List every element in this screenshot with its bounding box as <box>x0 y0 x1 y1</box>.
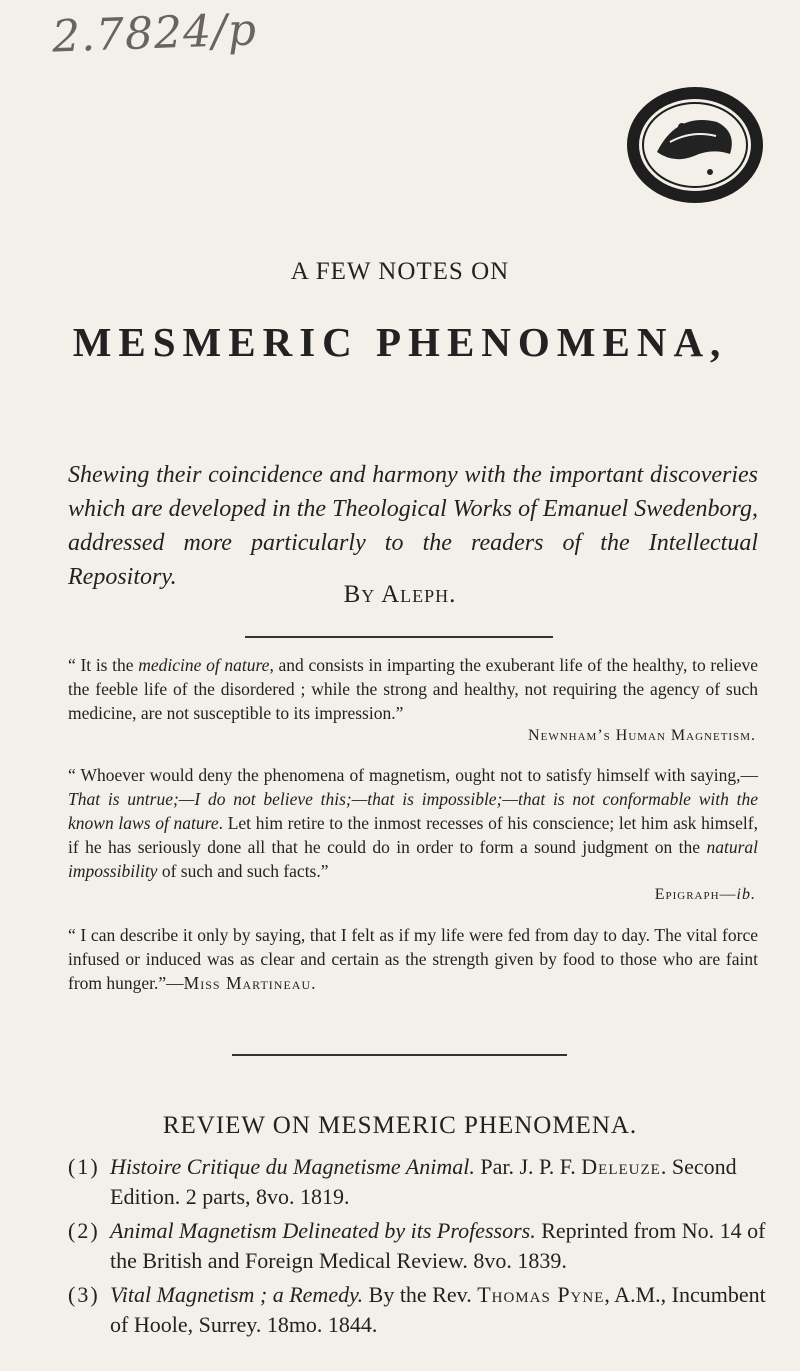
subtitle: Shewing their coincidence and harmony with the important discoveries which are developed in the Theological Works of Emanuel Swedenborg, addressed more particularly to the readers of the Intellectual Repository. <box>68 462 758 590</box>
quote-epigraph <box>68 763 758 883</box>
entry-title: Histoire Critique du Magnetisme Animal. <box>110 1154 475 1179</box>
attribution-martineau: Miss Martineau. <box>183 973 317 993</box>
quote-text: , and consists in imparting the exuberant life of the healthy, to relieve the feeble life of the disordered ; while the strong and healthy, not requiring the agency of such medicine, are not susceptible to its impression.” <box>68 655 758 723</box>
entry-number: (1) <box>68 1154 100 1179</box>
attribution-newnham: Newnham’s Human Magnetism. <box>528 727 756 744</box>
quote-newnham <box>68 653 758 725</box>
attribution-epigraph <box>655 886 756 904</box>
entry-number: (3) <box>68 1282 100 1307</box>
review-entry <box>68 1216 768 1276</box>
entry-title: Vital Magnetism ; a Remedy. <box>110 1282 364 1307</box>
quote-text: . Let him retire to the inmost recesses of his conscience; let him ask himself, if he has seriously done all that he could do in order to form a sound judgment on the <box>68 813 758 857</box>
quote-emphasis: medicine of nature <box>138 655 270 675</box>
review-entries <box>68 1152 768 1344</box>
quote-text: of such and such facts.” <box>157 861 329 881</box>
quote-text: “ It is the <box>68 655 139 675</box>
entry-author: Thomas Pyne <box>477 1282 605 1307</box>
quote-emphasis: That is untrue;—I do not believe this;—that is impossible;—that is not conformable with the known laws of nature <box>68 789 758 833</box>
review-heading: REVIEW ON MESMERIC PHENOMENA. <box>162 1112 638 1139</box>
entry-title: Animal Magnetism Delineated by its Professors. <box>110 1218 536 1243</box>
entry-text: Par. J. P. F. <box>474 1154 582 1179</box>
attribution-text: Epigraph— <box>654 886 737 903</box>
entry-text: , A.M., Incumbent of Hoole, Surrey. 18mo. 1844. <box>110 1282 766 1337</box>
quote-martineau <box>68 923 758 995</box>
review-entry <box>68 1152 768 1212</box>
library-stamp <box>622 82 768 208</box>
divider-rule <box>245 636 553 638</box>
main-title: MESMERIC PHENOMENA, <box>72 319 728 365</box>
entry-number: (2) <box>68 1218 100 1243</box>
quote-emphasis: natural impossibility <box>68 837 758 881</box>
review-entry <box>68 1280 768 1340</box>
quote-text: “ I can describe it only by saying, that I felt as if my life were fed from day to day. The vital force infused or induced was as clear and certain as the strength given by food to those who are faint from hunger.”— <box>68 925 758 993</box>
entry-text: Reprinted from No. 14 of the British and Foreign Medical Review. 8vo. 1839. <box>110 1218 766 1273</box>
entry-author: Deleuze <box>581 1154 661 1179</box>
quote-text: “ Whoever would deny the phenomena of magnetism, ought not to satisfy himself with saying,— <box>68 765 758 785</box>
divider-rule-2 <box>232 1054 567 1056</box>
entry-text: By the Rev. <box>363 1282 478 1307</box>
entry-text: . Second Edition. 2 parts, 8vo. 1819. <box>110 1154 737 1209</box>
handwritten-shelfmark: 2.7824/p <box>51 4 258 63</box>
attribution-ibid: ib. <box>736 886 756 903</box>
title-pre: A FEW NOTES ON <box>290 258 510 285</box>
byline: By Aleph. <box>343 581 457 608</box>
